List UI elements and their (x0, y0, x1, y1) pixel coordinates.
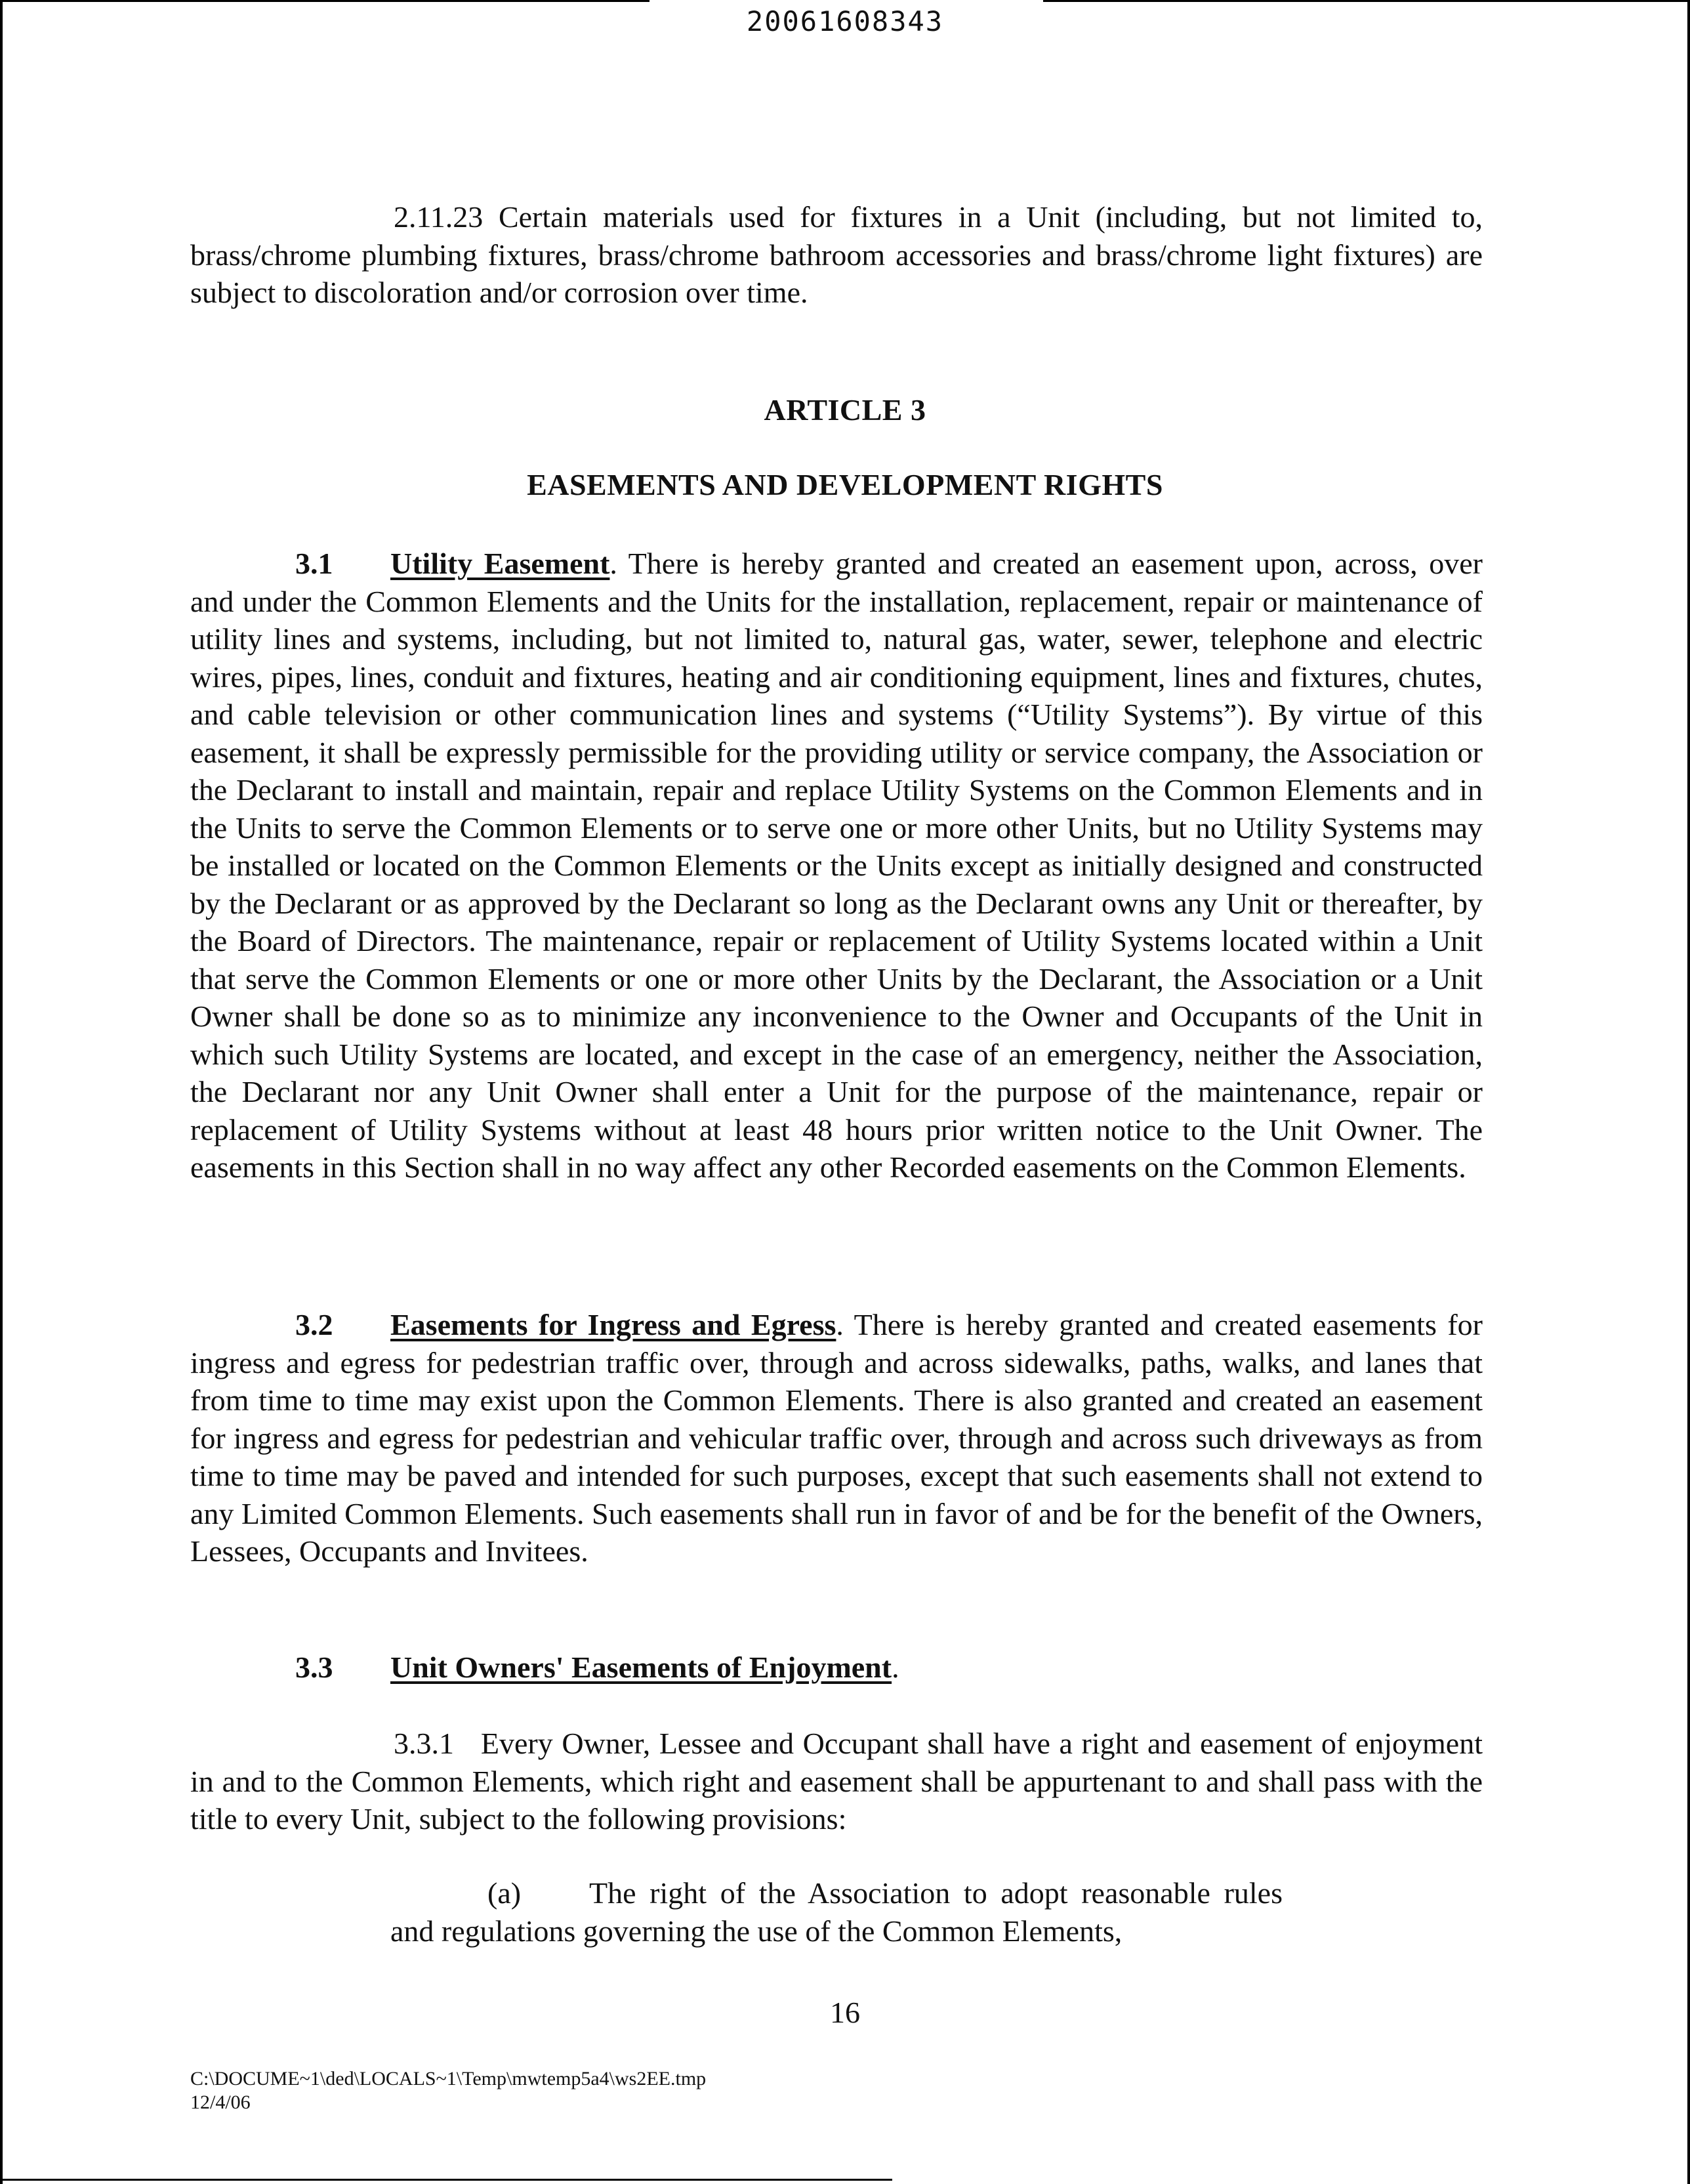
paragraph-number: 3.3.1 (394, 1727, 454, 1760)
item-a (390, 1874, 1283, 1950)
section-title-suffix: . (892, 1650, 899, 1684)
paragraph-2-11-23 (190, 198, 1483, 312)
paragraph-text: Every Owner, Lessee and Occupant shall have a right and easement of enjoyment in and to the Common Elements, which right and easement shall be appurtenant to and shall pass with the title to every Unit, subject to the following provisions: (190, 1727, 1483, 1836)
item-text: The right of the Association to adopt reasonable rules and regulations governing the use of the Common Elements, (390, 1876, 1283, 1948)
page-number: 16 (830, 1996, 860, 2029)
top-rule-right (1043, 0, 1690, 2)
footer-path: C:\DOCUME~1\ded\LOCALS~1\Temp\mwtemp5a4\ws2EE.tmp (190, 2068, 707, 2090)
section-title: Easements for Ingress and Egress (390, 1308, 836, 1341)
top-rule-left (0, 0, 649, 2)
document-number: 20061608343 (746, 5, 944, 37)
left-border (0, 0, 3, 2184)
section-number: 3.3 (295, 1650, 333, 1684)
paragraph-3-3-1 (190, 1725, 1483, 1838)
section-title: Unit Owners' Easements of Enjoyment (390, 1650, 892, 1684)
section-number: 3.2 (295, 1308, 333, 1341)
article-number: ARTICLE 3 (764, 393, 926, 427)
item-label: (a) (487, 1876, 522, 1910)
section-3-3 (190, 1648, 1483, 1687)
section-text: . There is hereby granted and created an easement upon, across, over and under the Common Elements and the Units for the installation, replacement, repair or maintenance of utility lines and systems, including, but not limited to, natural gas, water, sewer, telephone and electric wires, pipes, lines, conduit and fixtures, heating and air conditioning equipment, lines and fixtures, chutes, and cable television or other communication lines and systems (“Utility Systems”). By virtue of this easement, it shall be expressly permissible for the providing utility or service company, the Association or the Declarant to install and maintain, repair and replace Utility Systems on the Common Elements and in the Units to serve the Common Elements or to serve one or more other Units, but no Utility Systems may be installed or located on the Common Elements or the Units except as initially designed and constructed by the Declarant or as approved by the Declarant so long as the Declarant owns any Unit or thereafter, by the Board of Directors. The maintenance, repair or replacement of Utility Systems located within a Unit that serve the Common Elements or one or more other Units by the Declarant, the Association or a Unit Owner shall be done so as to minimize any inconvenience to the Owner and Occupants of the Unit in which such Utility Systems are located, and except in the case of an emergency, neither the Association, the Declarant nor any Unit Owner shall enter a Unit for the purpose of the maintenance, repair or replacement of Utility Systems without at least 48 hours prior written notice to the Unit Owner. The easements in this Section shall in no way affect any other Recorded easements on the Common Elements. (190, 547, 1483, 1184)
article-title: EASEMENTS AND DEVELOPMENT RIGHTS (527, 468, 1163, 501)
footer-date: 12/4/06 (190, 2091, 251, 2113)
right-border (1687, 0, 1690, 2184)
section-number: 3.1 (295, 547, 333, 580)
section-3-1 (190, 545, 1483, 1186)
section-3-2 (190, 1306, 1483, 1570)
bottom-rule (0, 2179, 892, 2181)
paragraph-text: Certain materials used for fixtures in a Unit (including, but not limited to, brass/chrome plumbing fixtures, brass/chrome bathroom accessories and brass/chrome light fixtures) are subject to discoloration and/or corrosion over time. (190, 200, 1483, 309)
section-title: Utility Easement (390, 547, 610, 580)
footer (190, 2067, 706, 2114)
section-text: . There is hereby granted and created easements for ingress and egress for pedestrian traffic over, through and across sidewalks, paths, walks, and lanes that from time to time may exist upon the Common Elements. There is also granted and created an easement for ingress and egress for pedestrian and vehicular traffic over, through and across such driveways as from time to time may be paved and intended for such purposes, except that such easements shall not extend to any Limited Common Elements. Such easements shall run in favor of and be for the benefit of the Owners, Lessees, Occupants and Invitees. (190, 1308, 1483, 1568)
paragraph-number: 2.11.23 (394, 200, 484, 234)
